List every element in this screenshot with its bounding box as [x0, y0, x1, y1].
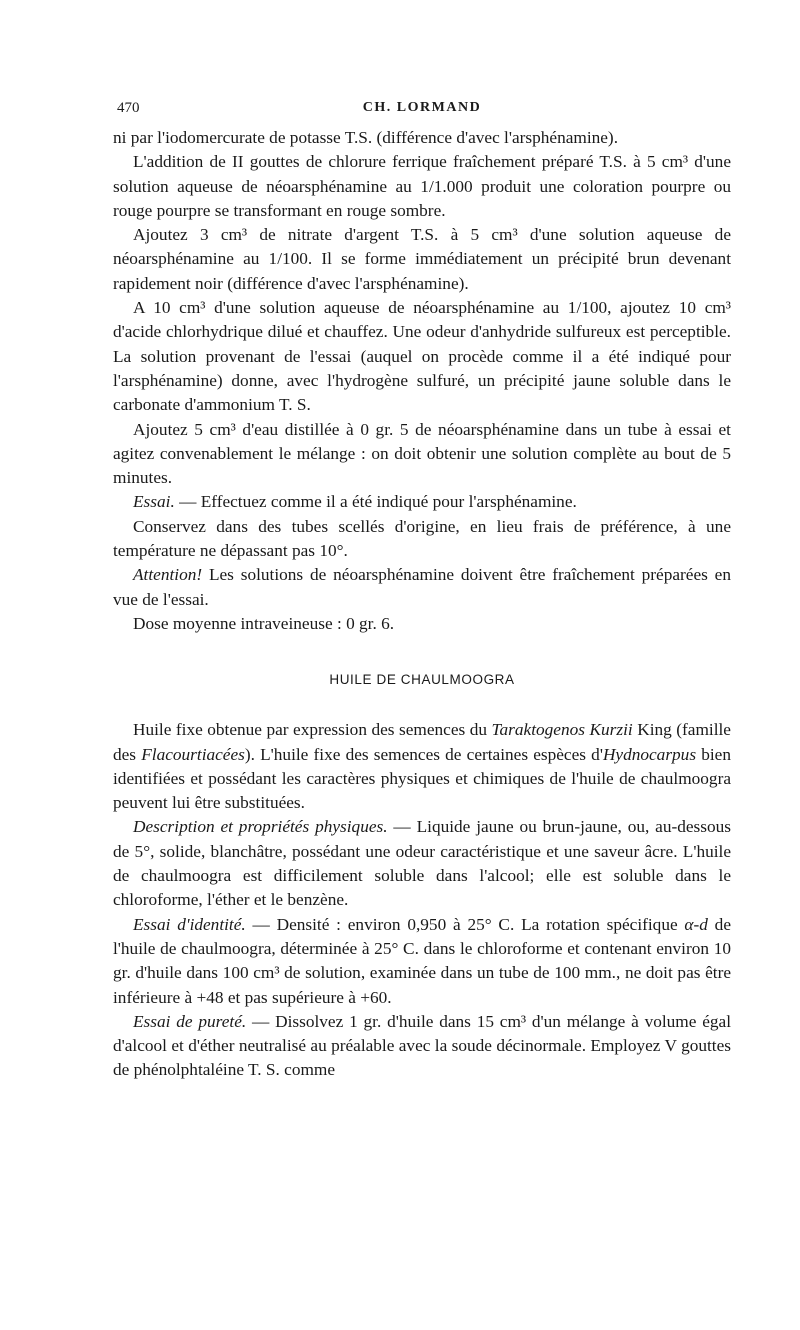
paragraph: Dose moyenne intraveineuse : 0 gr. 6.: [133, 613, 395, 633]
paragraph: Essai. — Effectuez comme il a été indiqué pour l'arsphénamine.: [133, 492, 577, 512]
paragraph-lead: Description et propriétés physiques.: [133, 817, 388, 837]
body-text: [113, 126, 731, 1083]
paragraph-lead: Essai.: [133, 492, 175, 512]
paragraph: Ajoutez 5 cm³ d'eau distillée à 0 gr. 5 de néoarsphénamine dans un tube à essai et agitez convenablement le mélange : on doit obtenir une solution complète au bout de 5 minutes.: [113, 419, 731, 488]
paragraph: Essai d'identité. — Densité : environ 0,950 à 25° C. La rotation spécifique α-d de l'huile de chaulmoogra, déterminée à 25° C. dans le chloroforme et contenant environ 10 gr. d'huile dans 100 cm³ de solution, examinée dans un tube de 100 mm., ne doit pas être inférieure à +48 et pas supérieure à +60.: [113, 914, 731, 1007]
section-heading: HUILE DE CHAULMOOGRA: [329, 672, 515, 688]
paragraph: Ajoutez 3 cm³ de nitrate d'argent T.S. à 5 cm³ d'une solution aqueuse de néoarsphénamine au 1/100. Il se forme immédiatement un précipité brun devenant rapidement noir (différence d'avec l'arsphénamine).: [113, 225, 731, 293]
paragraph-lead: Attention!: [133, 565, 203, 585]
book-page: [113, 100, 731, 1083]
running-head: CH. LORMAND: [362, 100, 482, 115]
paragraph: ni par l'iodomercurate de potasse T.S. (différence d'avec l'arsphénamine).: [113, 128, 619, 147]
paragraph: Essai de pureté. — Dissolvez 1 gr. d'huile dans 15 cm³ d'un mélange à volume égal d'alcool et d'éther neutralisé au préalable avec la soude décinormale. Employez V gouttes de phénolphtaléine T. S. comme: [113, 1011, 732, 1080]
paragraph: Conservez dans des tubes scellés d'origine, en lieu frais de préférence, à une température ne dépassant pas 10°.: [113, 516, 731, 561]
paragraph: Description et propriétés physiques. — Liquide jaune ou brun-jaune, ou, au-dessous de 5°, solide, blanchâtre, possédant une odeur caractéristique et une saveur âcre. L'huile de chaulmoogra est difficilement soluble dans l'alcool; elle est soluble dans le chloroforme, l'éther et le benzène.: [113, 817, 732, 910]
page-number: 470: [117, 100, 140, 116]
paragraph: L'addition de II gouttes de chlorure ferrique fraîchement préparé T.S. à 5 cm³ d'une solution aqueuse de néoarsphénamine au 1/1.000 produit une coloration pourpre ou rouge pourpre se transformant en rouge sombre.: [113, 152, 731, 220]
paragraph-lead: Essai d'identité.: [133, 914, 246, 934]
paragraph: Huile fixe obtenue par expression des semences du Taraktogenos Kurzii King (famille des Flacourtiacées). L'huile fixe des semences de certaines espèces d'Hydnocarpus bien identifiées et possédant les caractères physiques et chimiques de l'huile de chaulmoogra peuvent lui être substituées.: [113, 720, 731, 813]
paragraph: A 10 cm³ d'une solution aqueuse de néoarsphénamine au 1/100, ajoutez 10 cm³ d'acide chlorhydrique dilué et chauffez. Une odeur d'anhydride sulfureux est perceptible. La solution provenant de l'essai (auquel on procède comme il a été indiqué pour l'arsphénamine) donne, avec l'hydrogène sulfuré, un précipité jaune soluble dans le carbonate d'ammonium T. S.: [113, 298, 731, 415]
paragraph-lead: Essai de pureté.: [133, 1011, 247, 1031]
page-header: [113, 100, 731, 126]
paragraph: Attention! Les solutions de néoarsphénamine doivent être fraîchement préparées en vue de l'essai.: [113, 565, 731, 609]
